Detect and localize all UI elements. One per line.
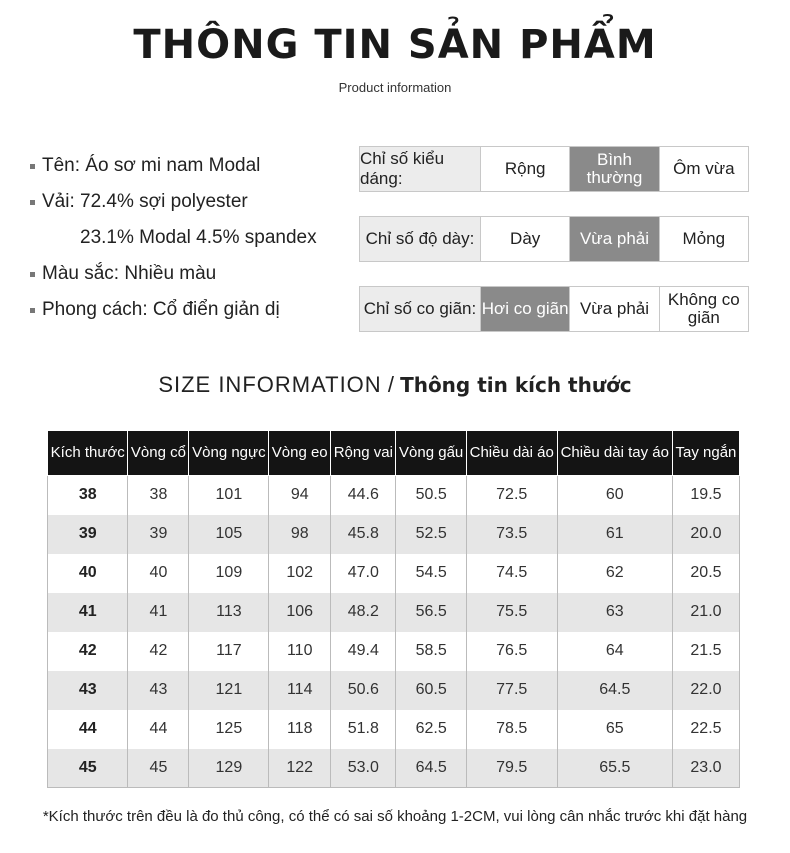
- page-subtitle: Product information: [338, 80, 452, 95]
- indicator-label: Chỉ số co giãn:: [360, 287, 480, 331]
- indicator-option-selected: Bình thường: [569, 147, 658, 191]
- size-title-vn: Thông tin kích thước: [400, 373, 632, 397]
- table-cell: 122: [269, 749, 331, 788]
- table-cell: 22.0: [672, 671, 739, 710]
- indicator-option: Dày: [480, 217, 569, 261]
- spec-style: [30, 292, 317, 328]
- table-cell: 40: [128, 554, 189, 593]
- column-header: Chiều dài tay áo: [557, 431, 672, 476]
- size-cell: 42: [48, 632, 128, 671]
- table-cell: 21.5: [672, 632, 739, 671]
- table-cell: 64.5: [557, 671, 672, 710]
- table-cell: 77.5: [466, 671, 557, 710]
- column-header: Vòng gấu: [396, 431, 466, 476]
- table-cell: 105: [189, 515, 269, 554]
- table-cell: 20.5: [672, 554, 739, 593]
- table-cell: 60.5: [396, 671, 466, 710]
- column-header: Vòng cổ: [128, 431, 189, 476]
- table-cell: 72.5: [466, 476, 557, 515]
- indicator-option: Ôm vừa: [659, 147, 748, 191]
- size-cell: 45: [48, 749, 128, 788]
- table-cell: 109: [189, 554, 269, 593]
- table-row: [48, 671, 740, 710]
- spec-style-text: Phong cách: Cổ điển giản dị: [42, 299, 280, 320]
- table-cell: 50.6: [331, 671, 396, 710]
- table-cell: 48.2: [331, 593, 396, 632]
- bullet-icon: [30, 308, 35, 313]
- page-title: THÔNG TIN SẢN PHẨM: [133, 22, 657, 68]
- table-cell: 39: [128, 515, 189, 554]
- table-cell: 113: [189, 593, 269, 632]
- table-cell: 45.8: [331, 515, 396, 554]
- table-cell: 110: [269, 632, 331, 671]
- indicator-label: Chỉ số kiểu dáng:: [360, 147, 480, 191]
- size-section-title: [0, 372, 790, 398]
- table-cell: 64.5: [396, 749, 466, 788]
- table-cell: 79.5: [466, 749, 557, 788]
- table-cell: 65.5: [557, 749, 672, 788]
- indicator-row: [359, 286, 749, 332]
- table-cell: 65: [557, 710, 672, 749]
- table-row: [48, 593, 740, 632]
- spec-name-text: Tên: Áo sơ mi nam Modal: [42, 155, 261, 176]
- size-cell: 43: [48, 671, 128, 710]
- table-row: [48, 749, 740, 788]
- table-cell: 44.6: [331, 476, 396, 515]
- table-cell: 38: [128, 476, 189, 515]
- spec-fabric-continued: [30, 220, 317, 256]
- footnote: *Kích thước trên đều là đo thủ công, có thể có sai số khoảng 1-2CM, vui lòng cân nhắc trước khi đặt hàng: [42, 808, 748, 825]
- column-header: Chiều dài áo: [466, 431, 557, 476]
- table-cell: 22.5: [672, 710, 739, 749]
- table-cell: 61: [557, 515, 672, 554]
- size-cell: 40: [48, 554, 128, 593]
- indicator-option: Vừa phải: [569, 287, 658, 331]
- column-header: Rộng vai: [331, 431, 396, 476]
- size-cell: 44: [48, 710, 128, 749]
- table-cell: 74.5: [466, 554, 557, 593]
- indicator-option: Không co giãn: [659, 287, 748, 331]
- indicator-option-selected: Hơi co giãn: [480, 287, 569, 331]
- indicator-option: Mỏng: [659, 217, 748, 261]
- bullet-icon: [30, 272, 35, 277]
- table-cell: 19.5: [672, 476, 739, 515]
- table-cell: 53.0: [331, 749, 396, 788]
- column-header: Vòng ngực: [189, 431, 269, 476]
- column-header: Kích thước: [48, 431, 128, 476]
- table-cell: 50.5: [396, 476, 466, 515]
- table-cell: 21.0: [672, 593, 739, 632]
- table-cell: 51.8: [331, 710, 396, 749]
- bullet-icon: [30, 164, 35, 169]
- table-cell: 64: [557, 632, 672, 671]
- table-cell: 23.0: [672, 749, 739, 788]
- table-cell: 60: [557, 476, 672, 515]
- table-cell: 49.4: [331, 632, 396, 671]
- table-cell: 101: [189, 476, 269, 515]
- product-specs: [30, 148, 317, 328]
- indicator-row: [359, 146, 749, 192]
- size-table: [47, 430, 740, 788]
- size-title-separator: /: [387, 372, 394, 397]
- spec-name: [30, 148, 317, 184]
- table-row: [48, 632, 740, 671]
- table-cell: 54.5: [396, 554, 466, 593]
- size-table-header: [48, 431, 740, 476]
- table-cell: 52.5: [396, 515, 466, 554]
- table-cell: 114: [269, 671, 331, 710]
- table-cell: 43: [128, 671, 189, 710]
- spec-fabric-text: Vải: 72.4% sợi polyester: [42, 191, 248, 212]
- size-cell: 41: [48, 593, 128, 632]
- table-cell: 75.5: [466, 593, 557, 632]
- table-cell: 62: [557, 554, 672, 593]
- table-cell: 47.0: [331, 554, 396, 593]
- table-row: [48, 554, 740, 593]
- table-cell: 117: [189, 632, 269, 671]
- table-cell: 102: [269, 554, 331, 593]
- table-cell: 42: [128, 632, 189, 671]
- table-cell: 45: [128, 749, 189, 788]
- table-cell: 129: [189, 749, 269, 788]
- table-row: [48, 515, 740, 554]
- column-header: Vòng eo: [269, 431, 331, 476]
- table-row: [48, 710, 740, 749]
- table-cell: 73.5: [466, 515, 557, 554]
- table-cell: 58.5: [396, 632, 466, 671]
- size-title-en: SIZE INFORMATION: [158, 372, 382, 397]
- spec-color: [30, 256, 317, 292]
- table-cell: 20.0: [672, 515, 739, 554]
- table-cell: 94: [269, 476, 331, 515]
- table-cell: 44: [128, 710, 189, 749]
- column-header: Tay ngắn: [672, 431, 739, 476]
- table-cell: 56.5: [396, 593, 466, 632]
- size-cell: 38: [48, 476, 128, 515]
- table-cell: 76.5: [466, 632, 557, 671]
- table-cell: 125: [189, 710, 269, 749]
- table-cell: 106: [269, 593, 331, 632]
- table-cell: 63: [557, 593, 672, 632]
- indicator-label: Chỉ số độ dày:: [360, 217, 480, 261]
- size-cell: 39: [48, 515, 128, 554]
- spec-fabric-text-2: 23.1% Modal 4.5% spandex: [80, 227, 317, 248]
- indicator-row: [359, 216, 749, 262]
- table-cell: 41: [128, 593, 189, 632]
- table-cell: 98: [269, 515, 331, 554]
- spec-fabric: [30, 184, 317, 220]
- table-row: [48, 476, 740, 515]
- spec-color-text: Màu sắc: Nhiều màu: [42, 263, 217, 284]
- table-cell: 78.5: [466, 710, 557, 749]
- bullet-icon: [30, 200, 35, 205]
- table-cell: 118: [269, 710, 331, 749]
- size-table-body: [48, 476, 740, 788]
- indicator-option: Rộng: [480, 147, 569, 191]
- table-cell: 121: [189, 671, 269, 710]
- table-cell: 62.5: [396, 710, 466, 749]
- indicator-panel: [359, 146, 749, 356]
- indicator-option-selected: Vừa phải: [569, 217, 658, 261]
